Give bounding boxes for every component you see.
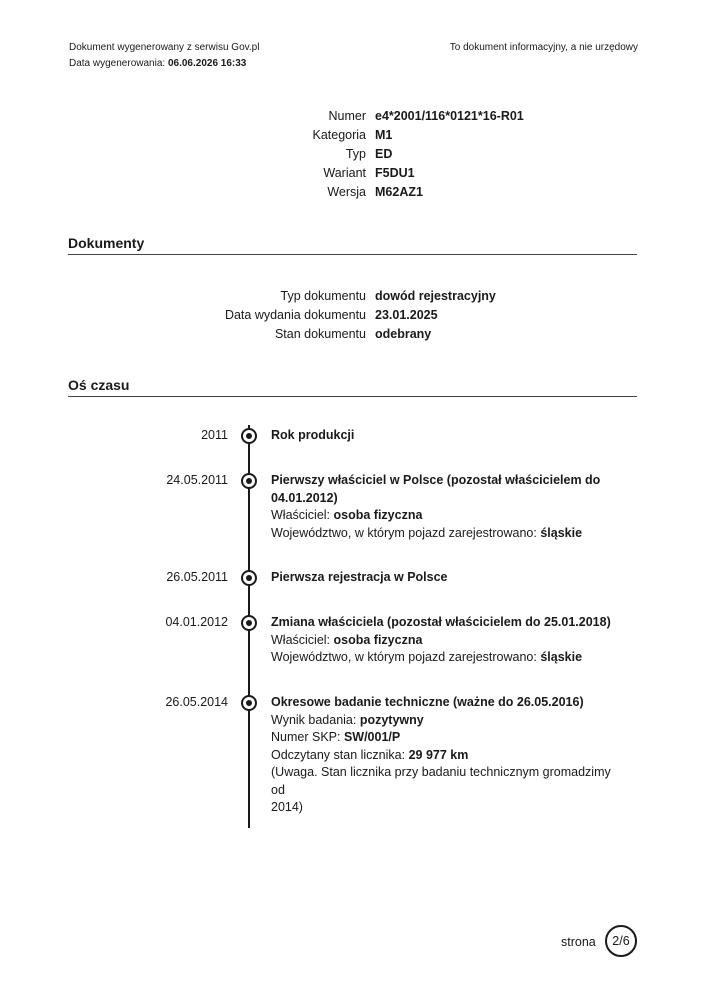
timeline-dot-icon	[241, 428, 257, 444]
event-date: 26.05.2014	[165, 695, 228, 709]
event-detail: Wynik badania: pozytywny	[271, 712, 424, 727]
vehicle-row: Wariant F5DU1	[323, 166, 415, 180]
section-title-timeline: Oś czasu	[68, 377, 637, 397]
event-date: 24.05.2011	[166, 473, 228, 487]
generation-date: Data wygenerowania: 06.06.2026 16:33	[69, 58, 247, 69]
event-title: Pierwsza rejestracja w Polsce	[271, 570, 448, 584]
vehicle-row: Numer e4*2001/116*0121*16-R01	[328, 109, 524, 123]
event-detail: Właściciel: osoba fizyczna	[271, 508, 423, 522]
event-date: 04.01.2012	[165, 615, 228, 629]
documents-info	[0, 287, 707, 344]
page-number: 2/6	[605, 925, 637, 957]
vehicle-row: Wersja M62AZ1	[327, 185, 423, 199]
event-date: 2011	[201, 428, 228, 442]
event-detail: Właściciel: osoba fizyczna	[271, 632, 423, 647]
event-detail: Województwo, w którym pojazd zarejestrowano: śląskie	[271, 650, 583, 664]
page-label: strona	[561, 935, 596, 949]
section-title-documents: Dokumenty	[68, 235, 637, 255]
event-title: Rok produkcji	[271, 428, 355, 442]
event-detail: Województwo, w którym pojazd zarejestrowano: śląskie	[271, 525, 583, 540]
timeline-dot-icon	[241, 473, 257, 489]
event-detail: Odczytany stan licznika: 29 977 km	[271, 747, 469, 762]
event-detail: Numer SKP: SW/001/P	[271, 730, 401, 744]
event-title: Pierwszy właściciel w Polsce (pozostał właścicielem do 04.01.2012)	[271, 473, 601, 505]
vehicle-row: Kategoria M1	[312, 128, 393, 142]
event-note: (Uwaga. Stan licznika przy badaniu technicznym gromadzimy od 2014)	[271, 765, 611, 814]
header-info	[69, 40, 259, 72]
document-row: Stan dokumentu odebrany	[274, 327, 432, 341]
vehicle-info	[0, 107, 707, 202]
document-row: Typ dokumentu dowód rejestracyjny	[280, 289, 496, 303]
event-date: 26.05.2011	[166, 570, 228, 584]
vehicle-row: Typ ED	[345, 147, 393, 161]
timeline-dot-icon	[241, 615, 257, 631]
event-title: Okresowe badanie techniczne (ważne do 26.05.2016)	[271, 695, 584, 709]
event-title: Zmiana właściciela (pozostał właścicielem do 25.01.2018)	[271, 615, 611, 629]
generated-source: Dokument wygenerowany z serwisu Gov.pl	[69, 42, 260, 53]
header-disclaimer: To dokument informacyjny, a nie urzędowy	[449, 42, 638, 53]
timeline-dot-icon	[241, 570, 257, 586]
timeline-dot-icon	[241, 695, 257, 711]
document-row: Data wydania dokumentu 23.01.2025	[224, 308, 438, 322]
